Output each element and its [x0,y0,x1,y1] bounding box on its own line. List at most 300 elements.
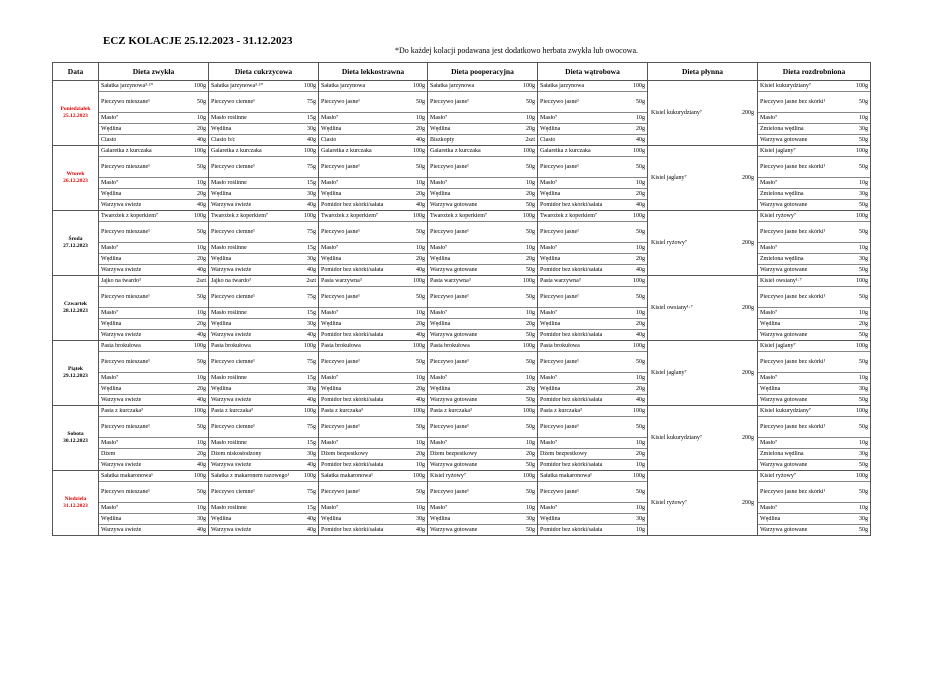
item-quantity: 20g [197,450,206,457]
column-header: Dieta zwykła [99,63,209,81]
item-quantity: 75g [307,488,316,495]
item-quantity: 40g [416,136,425,143]
diet-cell [319,146,428,211]
menu-item [428,113,537,124]
item-name: Wędlina [321,125,342,132]
diet-cell [758,81,871,146]
item-quantity: 50g [636,293,645,300]
item-name: Kisiel jaglany⁷ [760,148,796,155]
menu-item [319,308,427,319]
item-quantity: 20g [526,125,535,132]
menu-item [428,460,537,470]
item-name: Pieczywo mieszane¹ [101,163,150,170]
item-name: Warzywa świeże [211,526,252,533]
day-date: 31.12.2023 [63,503,88,509]
item-name: Pieczywo jasne¹ [321,423,360,430]
menu-item [758,482,870,502]
menu-item [538,373,647,384]
diet-cell [648,341,758,406]
menu-item [209,146,318,157]
item-quantity: 15g [307,244,316,251]
day-date: 30.12.2023 [63,438,88,444]
menu-item [428,222,537,242]
item-quantity: 40g [197,526,206,533]
menu-item [99,146,208,157]
item-name: Pasta brokułowa [540,343,580,350]
menu-item [428,178,537,189]
item-quantity: 50g [859,331,868,338]
item-name: Warzywa świeże [101,266,142,273]
item-quantity: 20g [416,385,425,392]
item-name: Warzywa świeże [211,461,252,468]
item-quantity: 30g [859,385,868,392]
menu-item [319,525,427,535]
day-row [53,146,871,211]
diet-cell [99,146,209,211]
item-name: Pieczywo jasne bez skórki¹ [760,98,826,105]
item-name: Masło roślinne [211,179,247,186]
item-name: Wędlina [540,190,561,197]
item-quantity: 40g [307,136,316,143]
item-name: Wędlina [540,255,561,262]
item-quantity: 75g [307,358,316,365]
menu-item [99,384,208,395]
menu-item [209,449,318,460]
menu-item [99,482,208,502]
item-name: Pieczywo jasne¹ [430,488,469,495]
item-quantity: 50g [526,526,535,533]
item-name: Sałatka jarzynowa [430,83,475,90]
menu-item [758,384,870,395]
day-row [53,276,871,341]
item-quantity: 20g [636,255,645,262]
item-name: Galaretka z kurczaka [211,148,262,155]
menu-item [319,243,427,254]
menu-item [99,330,208,340]
menu-item [319,330,427,340]
item-name: Pasta z kurczaka³ [321,408,363,415]
menu-item [319,460,427,470]
item-quantity: 10g [859,179,868,186]
item-quantity: 30g [859,515,868,522]
diet-cell [319,276,428,341]
item-quantity: 20g [416,190,425,197]
menu-item [99,460,208,470]
menu-item [319,146,427,157]
item-quantity: 100g [856,408,868,415]
item-name: Kisiel owsiany¹·⁷ [760,278,802,285]
menu-item [648,240,757,246]
item-quantity: 100g [413,408,425,415]
item-quantity: 40g [307,526,316,533]
item-name: Masło⁷ [321,179,339,186]
item-quantity: 20g [197,190,206,197]
item-quantity: 10g [636,526,645,533]
item-quantity: 20g [197,255,206,262]
menu-item [758,124,870,135]
item-name: Masło⁷ [760,114,778,121]
item-quantity: 50g [636,228,645,235]
menu-item [99,135,208,145]
item-quantity: 50g [859,293,868,300]
item-quantity: 40g [307,266,316,273]
menu-item [99,243,208,254]
menu-item [319,254,427,265]
date-cell [53,341,99,406]
menu-item [209,319,318,330]
menu-item [209,189,318,200]
item-quantity: 40g [416,396,425,403]
item-quantity: 100g [633,408,645,415]
item-name: Twarożek z koperkiem⁷ [211,213,268,220]
item-name: Pieczywo jasne bez skórki¹ [760,488,826,495]
item-name: Masło⁷ [430,374,448,381]
item-name: Wędlina [540,385,561,392]
menu-item [428,81,537,92]
item-name: Sałatka z makaronem razowego¹ [211,473,290,480]
item-quantity: 20g [416,320,425,327]
item-name: Pasta brokułowa [211,343,251,350]
diet-cell [99,211,209,276]
item-name: Masło⁷ [101,114,119,121]
item-name: Pieczywo jasne bez skórki¹ [760,163,826,170]
menu-item [319,449,427,460]
item-name: Kisiel jaglany⁷ [760,343,796,350]
item-name: Pieczywo jasne¹ [540,488,579,495]
menu-item [209,373,318,384]
menu-item [538,200,647,210]
diet-cell [99,406,209,471]
item-name: Sałatka jarzynowa [540,83,585,90]
item-name: Sałatka jarzynowa³·¹⁰ [101,83,154,90]
menu-item [758,417,870,437]
menu-item [538,482,647,502]
item-quantity: 15g [307,114,316,121]
item-quantity: 2szt [196,278,206,285]
menu-item [758,81,870,92]
item-name: Kisiel ryżowy⁷ [760,213,796,220]
item-quantity: 40g [307,201,316,208]
item-name: Pieczywo jasne¹ [321,293,360,300]
column-header: Dieta rozdrobniona [758,63,871,81]
diet-cell [428,341,538,406]
diet-cell [538,406,648,471]
item-quantity: 10g [416,461,425,468]
item-name: Warzywa gotowane [760,526,808,533]
menu-item [319,200,427,210]
menu-item [758,254,870,265]
menu-item [538,254,647,265]
day-name: Niedziela [64,496,87,503]
item-quantity: 30g [307,190,316,197]
menu-item [209,92,318,112]
item-name: Warzywa gotowane [760,396,808,403]
item-quantity: 50g [859,136,868,143]
menu-item [99,417,208,437]
diet-cell [99,471,209,536]
menu-item [538,514,647,525]
item-quantity: 100g [194,213,206,220]
item-quantity: 20g [636,125,645,132]
menu-item [758,525,870,535]
menu-item [99,395,208,405]
item-quantity: 50g [197,98,206,105]
item-quantity: 75g [307,228,316,235]
item-name: Pieczywo jasne¹ [540,98,579,105]
menu-item [538,211,647,222]
column-header: Dieta wątrobowa [538,63,648,81]
menu-item [758,438,870,449]
date-cell [53,276,99,341]
column-header: Dieta pooperacyjna [428,63,538,81]
item-name: Biszkopty [430,136,455,143]
item-name: Ciasto [321,136,337,143]
item-quantity: 30g [307,450,316,457]
item-name: Wędlina [211,190,232,197]
item-name: Ciasto [101,136,117,143]
item-name: Wędlina [101,320,122,327]
menu-item [428,384,537,395]
menu-item [758,471,870,482]
diet-cell [428,471,538,536]
item-name: Pieczywo ciemne¹ [211,163,255,170]
item-name: Kisiel kukurydziany⁷ [760,83,811,90]
item-quantity: 30g [859,255,868,262]
menu-item [99,373,208,384]
item-quantity: 15g [307,309,316,316]
menu-item [648,500,757,506]
item-name: Wędlina [430,190,451,197]
item-quantity: 75g [307,423,316,430]
menu-item [99,124,208,135]
item-name: Wędlina [321,255,342,262]
item-name: Warzywa gotowane [430,331,478,338]
item-quantity: 2szt [525,136,535,143]
item-quantity: 100g [194,343,206,350]
item-name: Wędlina [101,255,122,262]
menu-item [538,319,647,330]
item-name: Pieczywo jasne¹ [430,293,469,300]
item-quantity: 40g [636,136,645,143]
menu-item [758,200,870,210]
item-quantity: 75g [307,98,316,105]
item-name: Kisiel jaglany⁷ [651,175,687,181]
menu-item [428,265,537,275]
day-row [53,81,871,146]
item-name: Warzywa gotowane [760,461,808,468]
menu-item [428,395,537,405]
menu-item [209,113,318,124]
item-quantity: 10g [416,374,425,381]
diet-cell [209,81,319,146]
item-name: Zmielona wędlina [760,190,804,197]
menu-item [209,254,318,265]
item-name: Pieczywo ciemne¹ [211,358,255,365]
item-name: Pomidor bez skórki/sałata [321,331,384,338]
item-name: Pomidor bez skórki/sałata [321,461,384,468]
menu-item [319,92,427,112]
item-name: Warzywa świeże [101,461,142,468]
menu-item [428,514,537,525]
menu-item [538,81,647,92]
item-quantity: 50g [859,266,868,273]
item-quantity: 100g [413,148,425,155]
item-quantity: 40g [197,396,206,403]
item-quantity: 10g [197,439,206,446]
item-name: Pieczywo jasne bez skórki¹ [760,423,826,430]
menu-item [758,319,870,330]
item-quantity: 50g [859,526,868,533]
page-title: ECZ KOLACJE 25.12.2023 - 31.12.2023 [103,35,293,47]
item-name: Kisiel kukurydziany⁷ [651,435,702,441]
item-quantity: 20g [526,255,535,262]
item-quantity: 50g [859,396,868,403]
menu-item [209,276,318,287]
item-quantity: 100g [413,343,425,350]
item-name: Masło⁷ [321,114,339,121]
item-name: Pieczywo ciemne¹ [211,293,255,300]
item-name: Pieczywo mieszane¹ [101,488,150,495]
menu-item [209,157,318,177]
item-quantity: 10g [197,114,206,121]
item-quantity: 20g [636,450,645,457]
menu-item [319,438,427,449]
menu-item [428,276,537,287]
item-quantity: 10g [859,504,868,511]
menu-item [428,417,537,437]
diet-cell [319,211,428,276]
menu-item [99,449,208,460]
menu-item [319,276,427,287]
menu-item [319,482,427,502]
item-quantity: 75g [307,293,316,300]
menu-item [538,113,647,124]
item-name: Wędlina [430,515,451,522]
menu-item [99,265,208,275]
menu-item [538,124,647,135]
item-name: Pieczywo mieszane¹ [101,358,150,365]
item-name: Pieczywo jasne¹ [321,163,360,170]
item-name: Pieczywo jasne¹ [540,163,579,170]
item-name: Pieczywo jasne¹ [321,98,360,105]
item-name: Wędlina [760,320,781,327]
diet-cell [428,211,538,276]
menu-item [758,189,870,200]
item-name: Pieczywo jasne¹ [540,228,579,235]
item-name: Masło⁷ [430,439,448,446]
item-name: Pomidor bez skórki/sałata [540,201,603,208]
item-name: Dżem bezpestkowy [321,450,369,457]
item-name: Pomidor bez skórki/sałata [540,266,603,273]
item-name: Pasta warzywna³ [321,278,362,285]
menu-item [758,287,870,307]
diet-cell [319,341,428,406]
menu-item [319,178,427,189]
item-name: Pieczywo jasne¹ [540,358,579,365]
menu-item [209,222,318,242]
item-name: Warzywa świeże [101,396,142,403]
item-quantity: 10g [416,439,425,446]
item-quantity: 30g [307,320,316,327]
menu-item [319,503,427,514]
item-quantity: 40g [636,396,645,403]
menu-item [758,330,870,340]
menu-item [428,341,537,352]
day-row [53,211,871,276]
item-name: Jajko na twardo³ [101,278,141,285]
item-name: Warzywa gotowane [430,396,478,403]
item-quantity: 40g [197,201,206,208]
diet-cell [538,471,648,536]
menu-item [99,276,208,287]
item-quantity: 10g [636,374,645,381]
menu-item [758,352,870,372]
item-quantity: 100g [194,148,206,155]
item-quantity: 50g [416,293,425,300]
menu-item [648,305,757,311]
item-quantity: 10g [197,504,206,511]
menu-item [319,81,427,92]
item-quantity: 20g [197,320,206,327]
diet-cell [648,211,758,276]
menu-item [209,81,318,92]
menu-item [538,352,647,372]
item-quantity: 100g [633,213,645,220]
item-name: Pieczywo jasne¹ [430,358,469,365]
menu-item [319,341,427,352]
item-name: Masło⁷ [101,179,119,186]
item-quantity: 50g [526,163,535,170]
menu-item [758,135,870,145]
menu-item [538,308,647,319]
item-quantity: 50g [636,98,645,105]
menu-item [758,449,870,460]
menu-item [758,157,870,177]
date-cell [53,406,99,471]
menu-item [538,406,647,417]
item-name: Dżem [101,450,116,457]
menu-item [758,146,870,157]
diet-cell [648,276,758,341]
menu-item [428,406,537,417]
menu-item [428,254,537,265]
item-name: Wędlina [760,385,781,392]
menu-item [538,438,647,449]
item-quantity: 50g [526,488,535,495]
item-name: Masło⁷ [321,309,339,316]
item-quantity: 50g [859,358,868,365]
item-quantity: 30g [859,125,868,132]
menu-item [319,417,427,437]
item-name: Pieczywo jasne¹ [430,98,469,105]
item-name: Kisiel ryżowy⁷ [430,473,466,480]
item-quantity: 100g [523,278,535,285]
menu-item [538,449,647,460]
item-name: Pieczywo jasne¹ [321,228,360,235]
item-name: Pasta z kurczaka³ [211,408,253,415]
item-quantity: 40g [307,331,316,338]
item-quantity: 50g [526,266,535,273]
menu-item [538,341,647,352]
item-name: Ciasto [540,136,556,143]
item-name: Pieczywo ciemne¹ [211,98,255,105]
item-quantity: 30g [307,255,316,262]
item-quantity: 100g [523,148,535,155]
item-quantity: 10g [526,374,535,381]
item-name: Warzywa gotowane [430,266,478,273]
item-quantity: 10g [859,374,868,381]
menu-item [758,341,870,352]
